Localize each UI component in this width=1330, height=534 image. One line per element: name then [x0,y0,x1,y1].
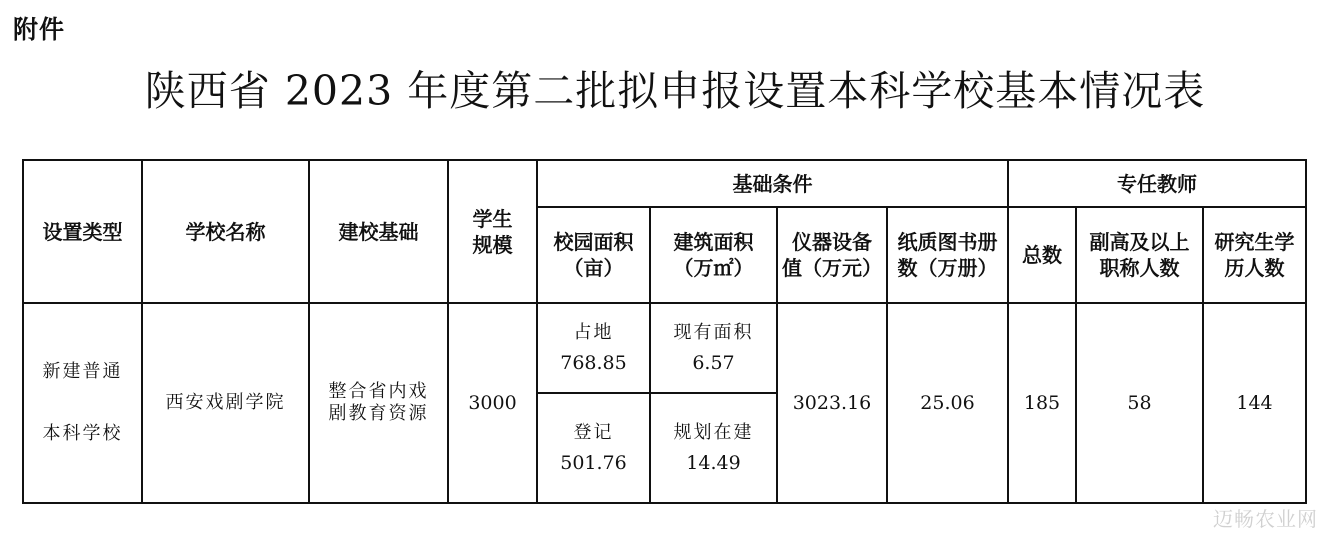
header-books-line1: 纸质图书册 [897,230,998,254]
header-building-area-line2: （万㎡） [673,256,754,280]
cell-equipment: 3023.16 [777,303,887,503]
header-building-area [650,207,777,303]
header-type: 设置类型 [23,160,142,303]
header-books-line2: 数（万册） [897,256,998,280]
header-row-group [23,160,1306,207]
watermark: 迈畅农业网 [1213,507,1318,531]
header-school-name: 学校名称 [142,160,309,303]
header-scale-line1: 学生 [472,206,513,231]
cell-campus-registered-value: 501.76 [560,452,627,474]
cell-basis-line2: 剧教育资源 [328,403,429,424]
school-info-table [22,159,1307,504]
header-campus-area-line2: （亩） [563,256,624,280]
cell-building-existing [650,303,777,393]
header-total: 总数 [1008,207,1076,303]
cell-type [23,303,142,503]
header-scale-line2: 规模 [472,232,513,257]
header-campus-area-line1: 校园面积 [553,230,634,254]
header-books [887,207,1008,303]
cell-scale: 3000 [448,303,537,503]
cell-teachers-senior: 58 [1076,303,1203,503]
header-graduate-line2: 历人数 [1224,256,1285,280]
cell-building-planned [650,393,777,503]
header-building-area-line1: 建筑面积 [673,230,754,254]
header-senior [1076,207,1203,303]
header-teachers: 专任教师 [1008,160,1306,207]
header-basis: 建校基础 [309,160,448,303]
cell-building-existing-value: 6.57 [692,352,735,374]
header-scale [448,160,537,303]
header-conditions: 基础条件 [537,160,1008,207]
header-graduate [1203,207,1306,303]
cell-teachers-total: 185 [1008,303,1076,503]
data-row-top [23,303,1306,393]
cell-campus-occupied-label: 占地 [573,322,614,343]
cell-campus-registered-label: 登记 [573,422,614,443]
cell-basis [309,303,448,503]
header-equipment-line1: 仪器设备 [792,230,872,254]
cell-teachers-graduate: 144 [1203,303,1306,503]
page-title: 陕西省 2023 年度第二批拟申报设置本科学校基本情况表 [144,67,1206,115]
header-campus-area [537,207,650,303]
header-senior-line2: 职称人数 [1099,256,1180,280]
cell-campus-occupied-value: 768.85 [560,352,627,374]
cell-campus-registered [537,393,650,503]
cell-school-name: 西安戏剧学院 [142,303,309,503]
cell-campus-occupied [537,303,650,393]
cell-books: 25.06 [887,303,1008,503]
header-equipment-line2: 值（万元） [782,256,882,280]
header-graduate-line1: 研究生学 [1214,230,1295,254]
cell-building-planned-label: 规划在建 [673,422,754,443]
cell-building-existing-label: 现有面积 [673,322,754,343]
cell-building-planned-value: 14.49 [686,452,741,474]
header-senior-line1: 副高及以上 [1089,230,1190,254]
header-equipment [777,207,887,303]
attachment-label: 附件 [13,15,66,44]
cell-type-line2: 本科学校 [42,423,123,444]
cell-type-line1: 新建普通 [42,361,123,382]
cell-basis-line1: 整合省内戏 [328,381,429,402]
